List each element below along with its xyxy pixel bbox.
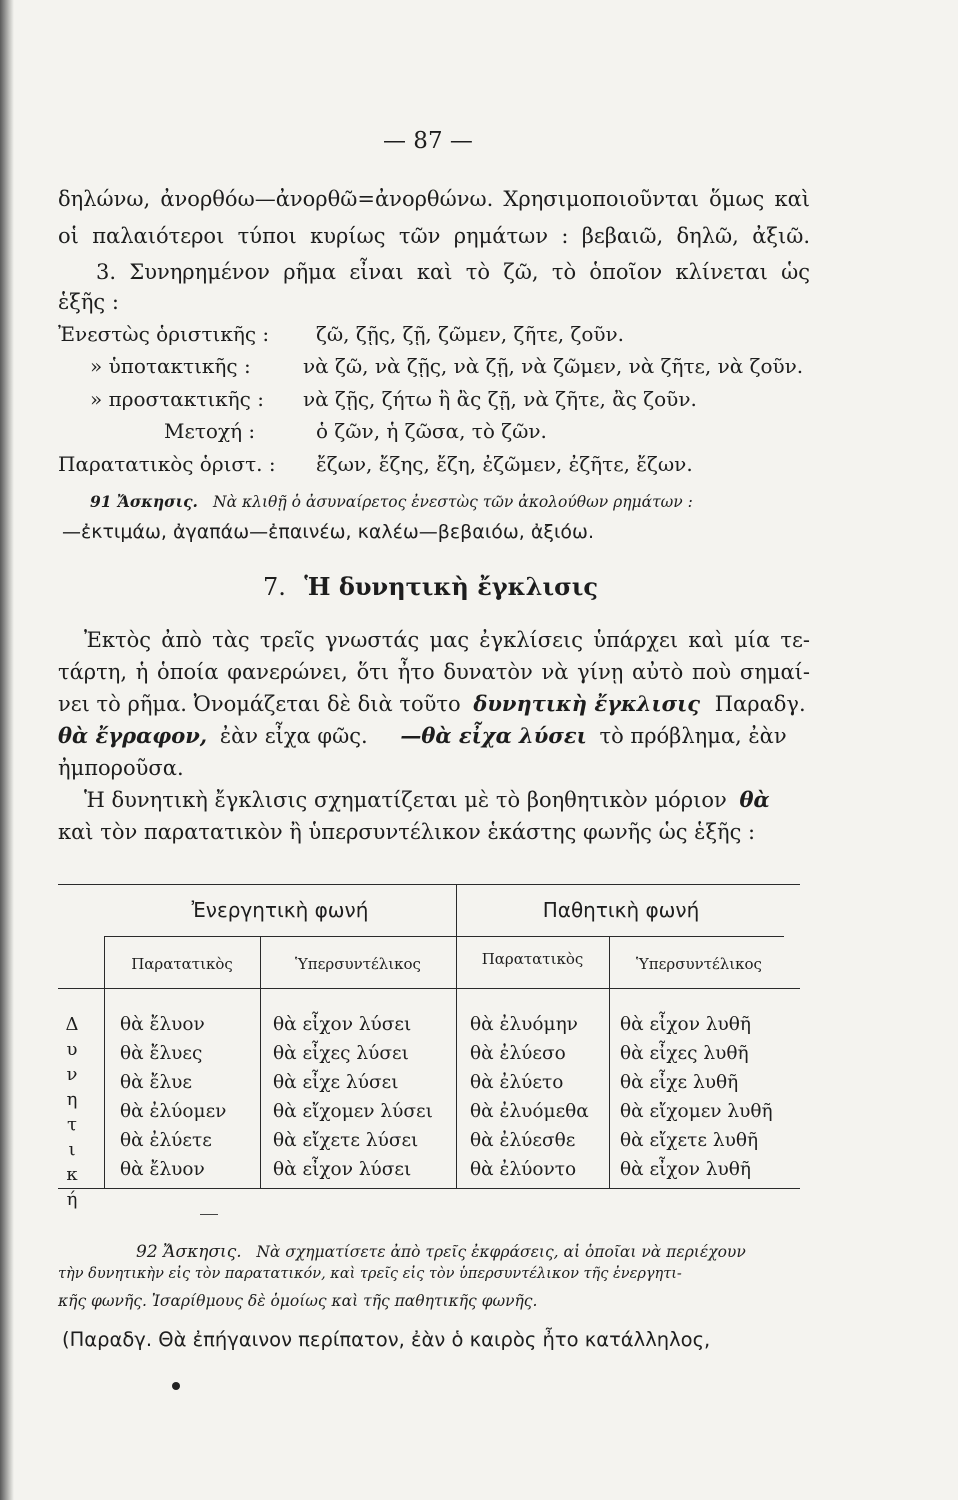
row-label-letter: η — [66, 1089, 78, 1110]
table-cell: θὰ ἐλύεσθε — [470, 1130, 576, 1151]
exercise-91-words: —ἐκτιμάω, ἀγαπάω—ἐπαινέω, καλέω—βεβαιόω, ἀξιόω. — [62, 521, 594, 543]
conj-forms-2: νὰ ζῶ, νὰ ζῇς, νὰ ζῇ, νὰ ζῶμεν, νὰ ζῆτε, νὰ ζοῦν. — [303, 354, 804, 378]
table-cell: θὰ ἐλυόμεθα — [470, 1101, 589, 1122]
col-header-2: Ὑπερσυντέλικος — [295, 955, 421, 973]
example-2-tail: τὸ πρόβλημα, ἐὰν — [599, 724, 787, 748]
table-cell: θὰ ἐλύετε — [120, 1130, 212, 1151]
para1-line-4 — [58, 722, 787, 750]
particle-tha: θὰ — [739, 787, 770, 812]
row-label-dynetike — [60, 1012, 84, 1212]
para2-line-2: καὶ τὸν παρατατικὸν ἢ ὑπερσυντέλικον ἑκάστης φωνῆς ὡς ἑξῆς : — [58, 820, 756, 844]
table-cell: θὰ ἐλύετο — [470, 1072, 564, 1093]
conj-forms-1: ζῶ, ζῇς, ζῇ, ζῶμεν, ζῆτε, ζοῦν. — [316, 322, 625, 346]
table-cell: θὰ εἶχον λύσει — [273, 1159, 412, 1180]
table-cell: θὰ εἶχε λυθῆ — [620, 1072, 739, 1093]
table-bottom-rule — [58, 1188, 800, 1189]
para1-line-3a: νει τὸ ρῆμα. Ὀνομάζεται δὲ διὰ τοῦτο — [58, 692, 461, 716]
table-cell: θὰ εἴχετε λυθῆ — [620, 1130, 759, 1151]
section-number: 7. — [263, 573, 286, 601]
exercise-92-text-1: Νὰ σχηματίσετε ἀπὸ τρεῖς ἐκφράσεις, αἱ ὁποῖαι νὰ περιέχουν — [256, 1243, 746, 1261]
conj-label-2: » ὑποτακτικῆς : — [90, 354, 251, 378]
conj-forms-3: νὰ ζῇς, ζήτω ἢ ἂς ζῇ, νὰ ζῆτε, ἂς ζοῦν. — [303, 387, 697, 411]
table-vline-1 — [104, 936, 105, 1188]
table-cell: θὰ εἴχετε λύσει — [273, 1130, 419, 1151]
exercise-92-line-1 — [136, 1236, 746, 1264]
conj-label-4: Μετοχή : — [164, 419, 256, 443]
para1-line-1: Ἐκτὸς ἀπὸ τὰς τρεῖς γνωστάς μας ἐγκλίσεις ὑπάρχει καὶ μία τε- — [84, 628, 810, 652]
table-vline-3 — [456, 884, 457, 1188]
exercise-91-text: Νὰ κλιθῇ ὁ ἀσυναίρετος ἐνεστὼς τῶν ἀκολούθων ρημάτων : — [213, 493, 693, 511]
header-active-voice: Ἐνεργητικὴ φωνή — [191, 898, 369, 922]
row-label-letter: ι — [68, 1139, 76, 1160]
intro-line-4: ἑξῆς : — [58, 290, 119, 314]
table-cell: θὰ ἔλυον — [120, 1014, 205, 1035]
table-cell: θὰ εἴχομεν λύσει — [273, 1101, 433, 1122]
table-header-rule — [58, 988, 800, 989]
example-1: θὰ ἔγραφον, — [58, 723, 208, 748]
book-page — [58, 0, 828, 1500]
table-vline-4 — [609, 936, 610, 1188]
scan-page-edge — [0, 0, 14, 1500]
exercise-92-line-2: τὴν δυνητικὴν εἰς τὸν παρατατικόν, καὶ τρεῖς εἰς τὸν ὑπερσυντέλικον τῆς ἐνεργητι- — [58, 1266, 682, 1282]
table-cell: θὰ εἶχον λυθῆ — [620, 1159, 752, 1180]
table-cell: θὰ εἶχον λυθῆ — [620, 1014, 752, 1035]
para1-line-2: τάρτη, ἡ ὁποία φανερώνει, ὅτι ἦτο δυνατὸν νὰ γίνῃ αὐτὸ ποὺ σημαί- — [58, 660, 810, 684]
section-heading — [263, 572, 598, 601]
col-header-1: Παρατατικὸς — [131, 955, 233, 973]
exercise-92-line-3: κῆς φωνῆς. Ἰσαρίθμους δὲ ὁμοίως καὶ τῆς παθητικῆς φωνῆς. — [58, 1292, 538, 1310]
para2-line-1a: Ἡ δυνητικὴ ἔγκλισις σχηματίζεται μὲ τὸ βοηθητικὸν μόριον — [84, 788, 727, 812]
exercise-91-line — [90, 488, 693, 516]
row-label-letter: υ — [66, 1039, 78, 1060]
separator-dash — [200, 1214, 218, 1215]
exercise-92-example: (Παραδγ. Θὰ ἐπήγαινον περίπατον, ἐὰν ὁ καιρὸς ἦτο κατάλληλος, — [62, 1328, 711, 1351]
table-cell: θὰ ἐλύοντο — [470, 1159, 577, 1180]
page-number: — 87 — — [383, 128, 473, 154]
header-passive-voice: Παθητικὴ φωνή — [542, 898, 700, 922]
table-cell: θὰ εἶχε λύσει — [273, 1072, 399, 1093]
table-cell: θὰ εἶχες λυθῆ — [620, 1043, 749, 1064]
row-label-letter: Δ — [65, 1014, 79, 1035]
table-top-rule — [58, 884, 800, 885]
para1-line-5: ἠμποροῦσα. — [58, 756, 184, 780]
para1-line-3b: Παραδγ. — [714, 692, 806, 716]
table-cell: θὰ ἐλύεσο — [470, 1043, 566, 1064]
bullet-dot — [172, 1382, 180, 1390]
row-label-letter: κ — [66, 1164, 78, 1185]
example-2: —θὰ εἶχα λύσει — [400, 723, 587, 748]
col-header-4: Ὑπερσυντέλικος — [636, 955, 762, 973]
table-cell: θὰ εἶχες λύσει — [273, 1043, 409, 1064]
para2-line-1 — [84, 786, 770, 814]
conj-label-5: Παρατατικὸς ὁριστ. : — [58, 452, 276, 476]
table-cell: θὰ ἔλυον — [120, 1159, 205, 1180]
table-cell: θὰ ἐλυόμην — [470, 1014, 578, 1035]
table-cell: θὰ ἔλυε — [120, 1072, 192, 1093]
table-cell: θὰ ἔλυες — [120, 1043, 203, 1064]
section-title: Ἡ δυνητικὴ ἔγκλισις — [304, 572, 598, 601]
table-cell: θὰ ἐλύομεν — [120, 1101, 227, 1122]
conj-label-3: » προστακτικῆς : — [90, 387, 264, 411]
table-vline-2 — [260, 936, 261, 1188]
exercise-92-title: 92 Ἄσκησις. — [136, 1242, 242, 1262]
table-cell: θὰ εἶχον λύσει — [273, 1014, 412, 1035]
para1-line-3 — [58, 690, 806, 718]
col-header-3: Παρατατικὸς — [481, 950, 584, 968]
table-voice-rule — [104, 936, 784, 937]
intro-line-1: δηλώνω, ἀνορθόω—ἀνορθῶ=ἀνορθώνω. Χρησιμοποιοῦνται ὅμως καὶ — [58, 187, 810, 211]
table-cell: θὰ εἴχομεν λυθῆ — [620, 1101, 773, 1122]
example-1-tail: ἐὰν εἶχα φῶς. — [219, 724, 368, 748]
conj-forms-4: ὁ ζῶν, ἡ ζῶσα, τὸ ζῶν. — [316, 419, 547, 443]
conj-label-1: Ἐνεστὼς ὁριστικῆς : — [58, 322, 270, 346]
conj-forms-5: ἔζων, ἔζης, ἔζη, ἐζῶμεν, ἐζῆτε, ἔζων. — [316, 452, 693, 476]
row-label-letter: τ — [67, 1114, 77, 1135]
term-dynetike: δυνητικὴ ἔγκλισις — [473, 691, 701, 716]
row-label-letter: ή — [66, 1189, 78, 1210]
intro-line-3: 3. Συνηρημένον ρῆμα εἶναι καὶ τὸ ζῶ, τὸ ὁποῖον κλίνεται ὡς — [96, 260, 810, 284]
row-label-letter: ν — [66, 1064, 78, 1085]
exercise-91-title: 91 Ἄσκησις. — [90, 492, 198, 511]
intro-line-2: οἱ παλαιότεροι τύποι κυρίως τῶν ρημάτων : βεβαιῶ, δηλῶ, ἀξιῶ. — [58, 224, 810, 248]
